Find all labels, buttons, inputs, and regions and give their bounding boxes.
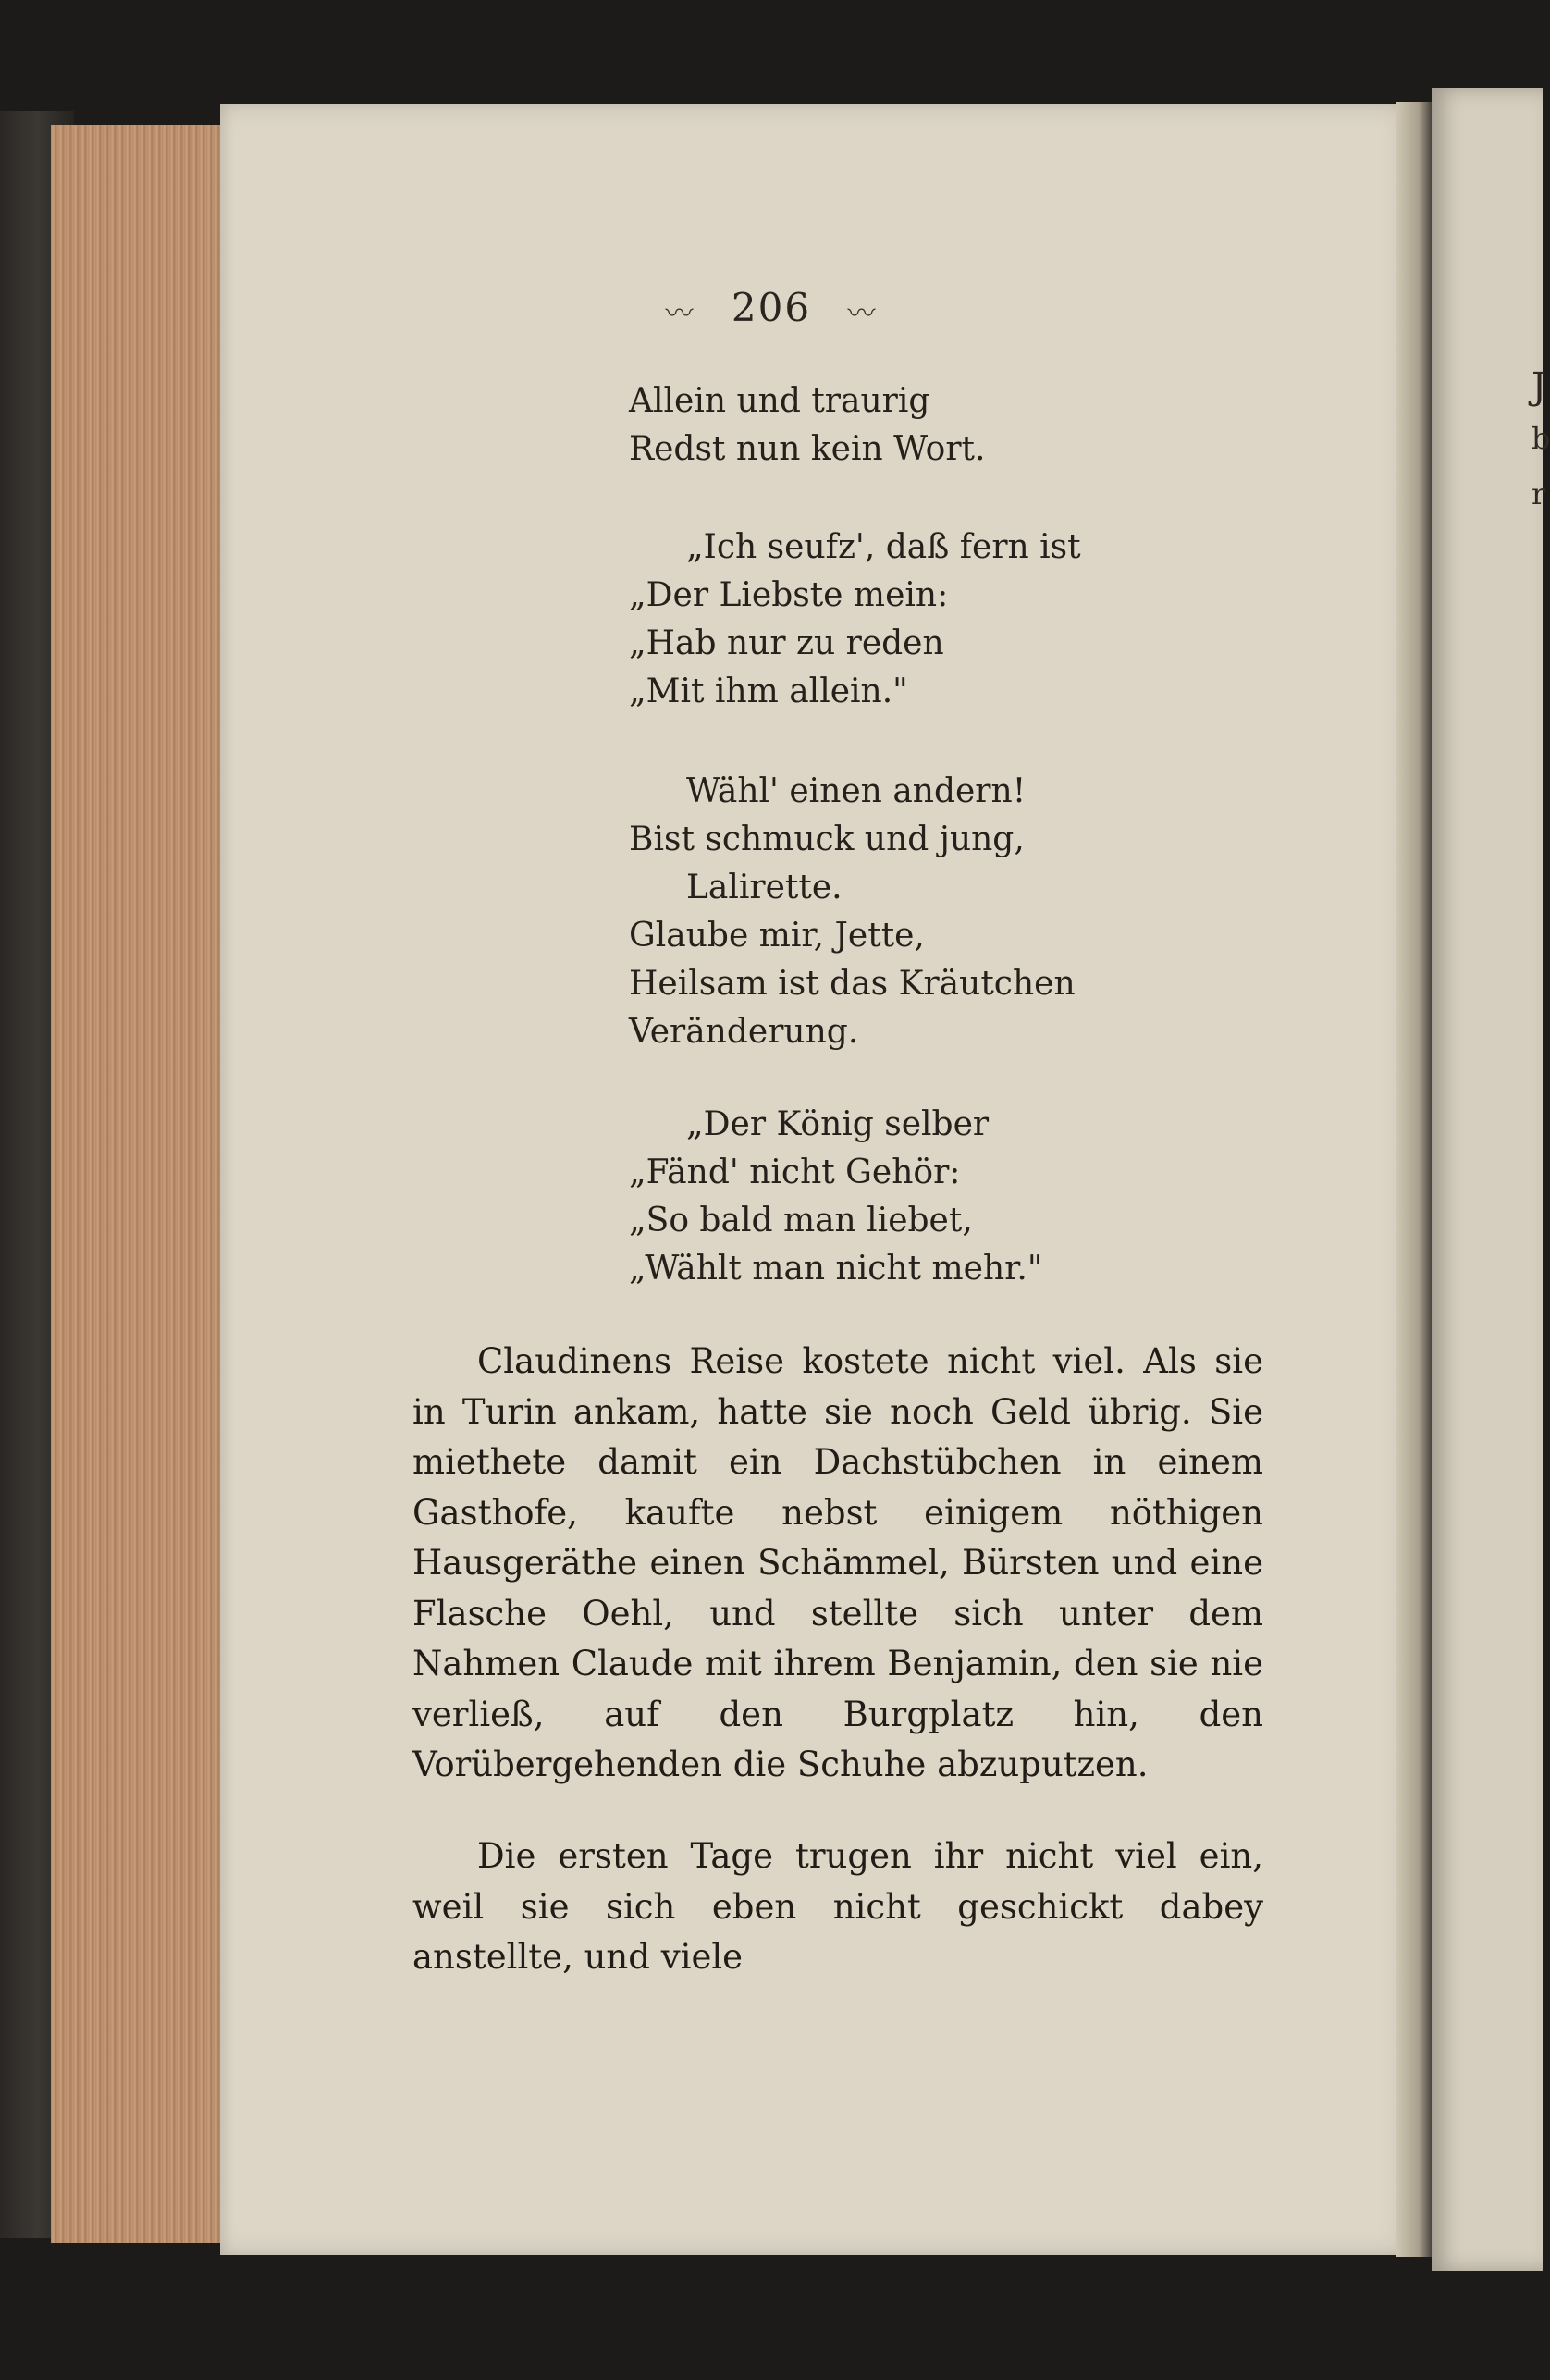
verse-line: „Ich seufz', daß fern ist	[686, 528, 1081, 566]
facing-page-fragment: b	[1532, 421, 1550, 456]
verse-line: Allein und traurig	[629, 382, 930, 420]
ornament-left: 〰	[665, 298, 695, 330]
prose-paragraph-1	[412, 1337, 1263, 1791]
page-number: 206	[731, 285, 812, 330]
verse-line: „So bald man liebet,	[629, 1202, 973, 1239]
verse-stanza-4	[629, 1101, 1042, 1293]
paragraph-text: Die ersten Tage trugen ihr nicht viel ein, weil sie sich eben nicht geschickt dabey anstellte, und viele	[412, 1836, 1263, 1977]
verse-line: Redst nun kein Wort.	[629, 430, 986, 468]
verse-stanza-1	[629, 377, 985, 474]
verse-stanza-2	[629, 524, 1081, 716]
verse-line: Veränderung.	[629, 1013, 859, 1051]
paragraph-text: Claudinens Reise kostete nicht viel. Als sie in Turin ankam, hatte sie noch Geld übrig. Sie miethete damit ein Dachstübchen in einem Gasthofe, kaufte nebst einigem nöthigen Hausgeräthe einen Schämmel, Bürsten und eine Flasche Oehl, und stellte sich unter dem Nahmen Claude mit ihrem Benjamin, den sie nie verließ, auf den Burgplatz hin, den Vorübergehenden die Schuhe abzuputzen.	[412, 1341, 1263, 1784]
verse-line: Glaube mir, Jette,	[629, 917, 925, 955]
verse-line: Bist schmuck und jung,	[629, 820, 1025, 858]
verse-line: Wähl' einen andern!	[686, 772, 1027, 810]
ornament-right: 〰	[847, 298, 878, 330]
page-header	[0, 285, 1543, 331]
verse-line: „Fänd' nicht Gehör:	[629, 1153, 961, 1191]
gutter-shadow	[1396, 102, 1433, 2257]
facing-page-edge	[1432, 88, 1546, 2271]
verse-line: „Mit ihm allein."	[629, 672, 908, 710]
verse-line: Lalirette.	[686, 869, 843, 906]
verse-line: „Der Liebste mein:	[629, 576, 949, 614]
facing-page-fragment: J	[1532, 365, 1547, 408]
verse-line: „Hab nur zu reden	[629, 624, 944, 662]
verse-line: „Der König selber	[686, 1105, 990, 1143]
verse-line: „Wählt man nicht mehr."	[629, 1250, 1043, 1288]
prose-paragraph-2	[412, 1831, 1263, 1983]
verse-stanza-3	[629, 768, 1076, 1056]
verse-line: Heilsam ist das Kräutchen	[629, 965, 1076, 1003]
page-block-edge	[51, 125, 228, 2243]
facing-page-fragment: r	[1532, 476, 1546, 512]
